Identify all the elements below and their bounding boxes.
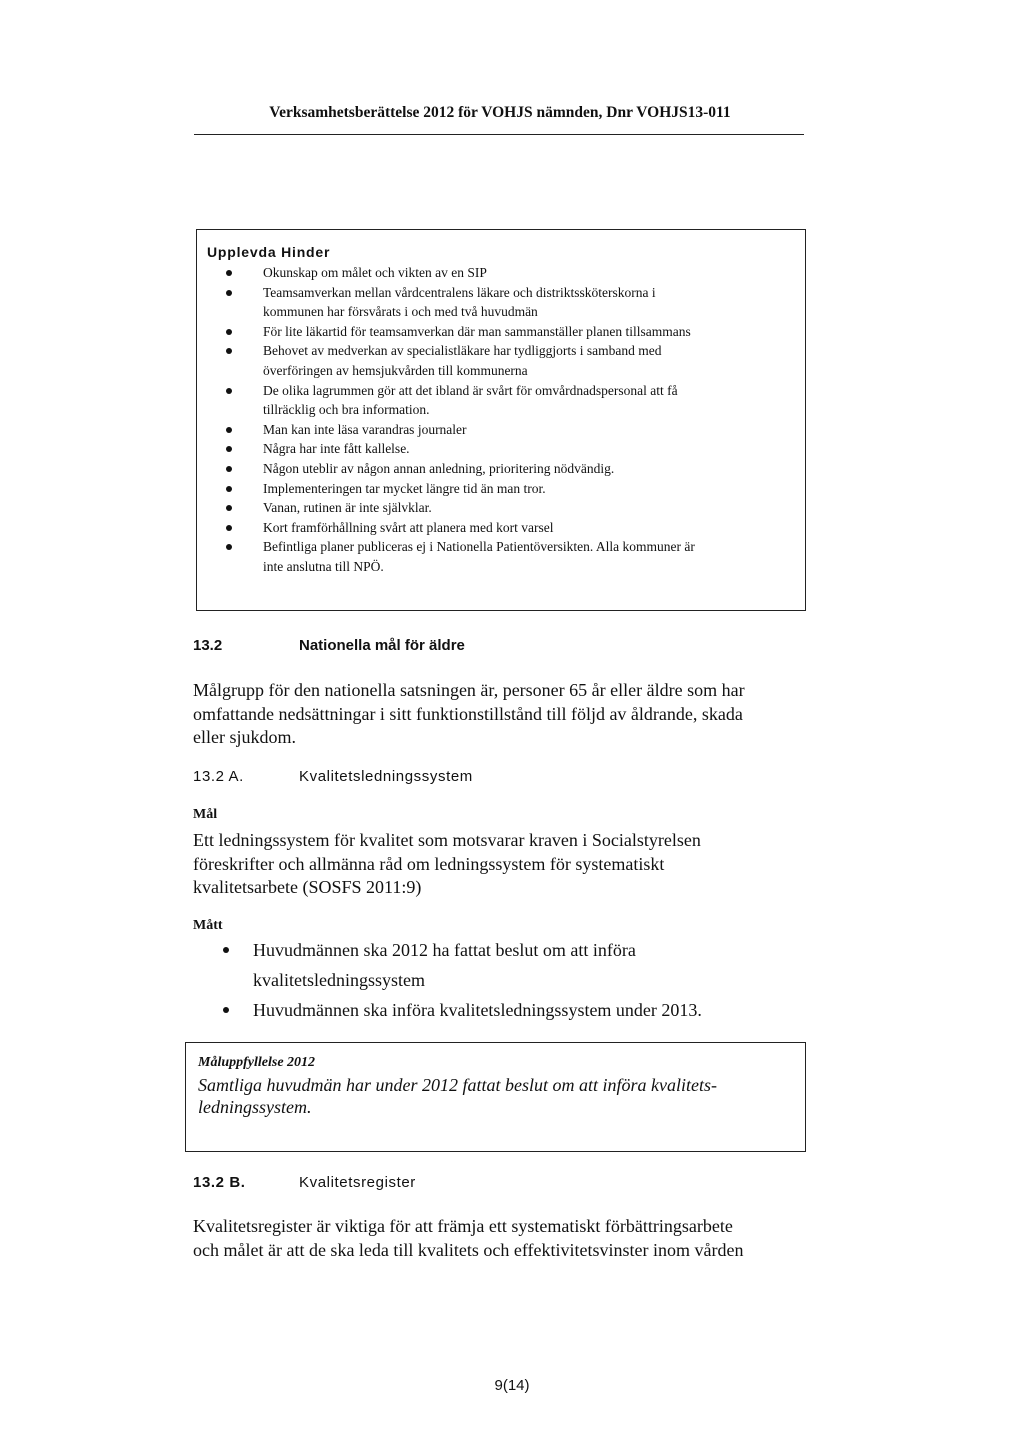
fulfilment-line: ledningssystem. — [198, 1097, 312, 1117]
paragraph-line: Målgrupp för den nationella satsningen är, personer 65 år eller äldre som har — [193, 680, 745, 700]
page-number: 9(14) — [494, 1377, 530, 1394]
bullet-icon — [226, 486, 232, 492]
list-item — [207, 439, 795, 459]
list-item-line: inte anslutna till NPÖ. — [263, 558, 384, 574]
bullet-icon — [226, 290, 232, 296]
list-item-line: kommunen har försvårats i och med två huvudmän — [263, 304, 538, 320]
list-item-line: Vanan, rutinen är inte självklar. — [263, 500, 432, 516]
bullet-icon — [226, 270, 232, 276]
list-item-line: För lite läkartid för teamsamverkan där man sammanställer planen tillsammans — [263, 323, 691, 339]
list-item — [207, 381, 795, 420]
section-number: 13.2 B. — [193, 1174, 246, 1191]
list-item — [207, 537, 795, 576]
section-title: Kvalitetsregister — [299, 1174, 416, 1191]
paragraph-line: kvalitetsarbete (SOSFS 2011:9) — [193, 877, 422, 897]
list-item-line: Man kan inte läsa varandras journaler — [263, 421, 467, 437]
bullet-icon — [226, 525, 232, 531]
goal-fulfilment-box — [185, 1042, 806, 1152]
paragraph-line: Kvalitetsregister är viktiga för att främja ett systematiskt förbättringsarbete — [193, 1216, 733, 1236]
paragraph-line: eller sjukdom. — [193, 727, 296, 747]
list-item-line: Någon uteblir av någon annan anledning, prioritering nödvändig. — [263, 460, 615, 476]
list-item — [207, 341, 795, 380]
list-item — [207, 479, 795, 499]
bullet-icon — [223, 1007, 229, 1013]
paragraph-line: föreskrifter och allmänna råd om ledningssystem för systematiskt — [193, 853, 665, 874]
list-item-line: Behovet av medverkan av specialistläkare har tydliggjorts i samband med — [263, 343, 662, 359]
obstacles-title: Upplevda Hinder — [207, 244, 331, 260]
list-item — [207, 518, 795, 538]
measures-list — [193, 935, 813, 1025]
paragraph-line: och målet är att de ska leda till kvalitets och effektivitetsvinster inom vården — [193, 1239, 744, 1260]
paragraph-line: Ett ledningssystem för kvalitet som motsvarar kraven i Socialstyrelsen — [193, 830, 701, 850]
paragraph-line: omfattande nedsättningar i sitt funktionstillstånd till följd av åldrande, skada — [193, 703, 743, 724]
goal-label: Mål — [193, 807, 218, 822]
list-item-line: Befintliga planer publiceras ej i Nationella Patientöversikten. Alla kommuner är — [263, 539, 695, 555]
section-title: Nationella mål för äldre — [299, 637, 465, 654]
list-item-line: De olika lagrummen gör att det ibland är svårt för omvårdnadspersonal att få — [263, 382, 678, 398]
bullet-icon — [223, 947, 229, 953]
bullet-icon — [226, 427, 232, 433]
section-heading-13-2 — [193, 637, 813, 657]
list-item-line: Huvudmännen ska införa kvalitetsledningssystem under 2013. — [253, 1000, 702, 1020]
bullet-icon — [226, 388, 232, 394]
list-item-line: Teamsamverkan mellan vårdcentralens läkare och distriktssköterskorna i — [263, 284, 656, 300]
list-item — [193, 935, 813, 995]
list-item-line: Implementeringen tar mycket längre tid än man tror. — [263, 480, 546, 496]
bullet-icon — [226, 505, 232, 511]
list-item-line: Okunskap om målet och vikten av en SIP — [263, 265, 487, 280]
obstacles-box — [196, 229, 806, 611]
bullet-icon — [226, 466, 232, 472]
goal-paragraph — [193, 829, 813, 900]
list-item — [207, 283, 795, 322]
list-item-line: tillräcklig och bra information. — [263, 402, 430, 418]
list-item-line: Huvudmännen ska 2012 ha fattat beslut om att införa — [253, 940, 636, 960]
bullet-icon — [226, 544, 232, 550]
bullet-icon — [226, 446, 232, 452]
list-item — [207, 263, 795, 283]
list-item — [193, 995, 813, 1025]
list-item-line: kvalitetsledningssystem — [253, 970, 425, 990]
section-number: 13.2 — [193, 637, 223, 654]
section-number: 13.2 A. — [193, 768, 244, 785]
running-header: Verksamhetsberättelse 2012 för VOHJS nämnden, Dnr VOHJS13-011 — [269, 104, 731, 121]
list-item — [207, 498, 795, 518]
fulfilment-title: Måluppfyllelse 2012 — [198, 1055, 316, 1070]
bullet-icon — [226, 348, 232, 354]
header-rule — [194, 134, 804, 135]
list-item — [207, 322, 795, 342]
fulfilment-line: Samtliga huvudmän har under 2012 fattat beslut om att införa kvalitets- — [198, 1075, 717, 1095]
section-heading-13-2-a — [193, 768, 813, 788]
obstacles-list — [207, 263, 795, 577]
list-item — [207, 420, 795, 440]
target-group-paragraph — [193, 679, 813, 750]
list-item-line: Några har inte fått kallelse. — [263, 441, 410, 457]
list-item-line: överföringen av hemsjukvården till kommunerna — [263, 362, 528, 378]
measure-label: Mått — [193, 918, 223, 933]
list-item-line: Kort framförhållning svårt att planera med kort varsel — [263, 519, 554, 535]
section-heading-13-2-b — [193, 1174, 813, 1194]
registers-paragraph — [193, 1215, 813, 1262]
section-title: Kvalitetsledningssystem — [299, 768, 473, 785]
list-item — [207, 459, 795, 479]
bullet-icon — [226, 329, 232, 335]
